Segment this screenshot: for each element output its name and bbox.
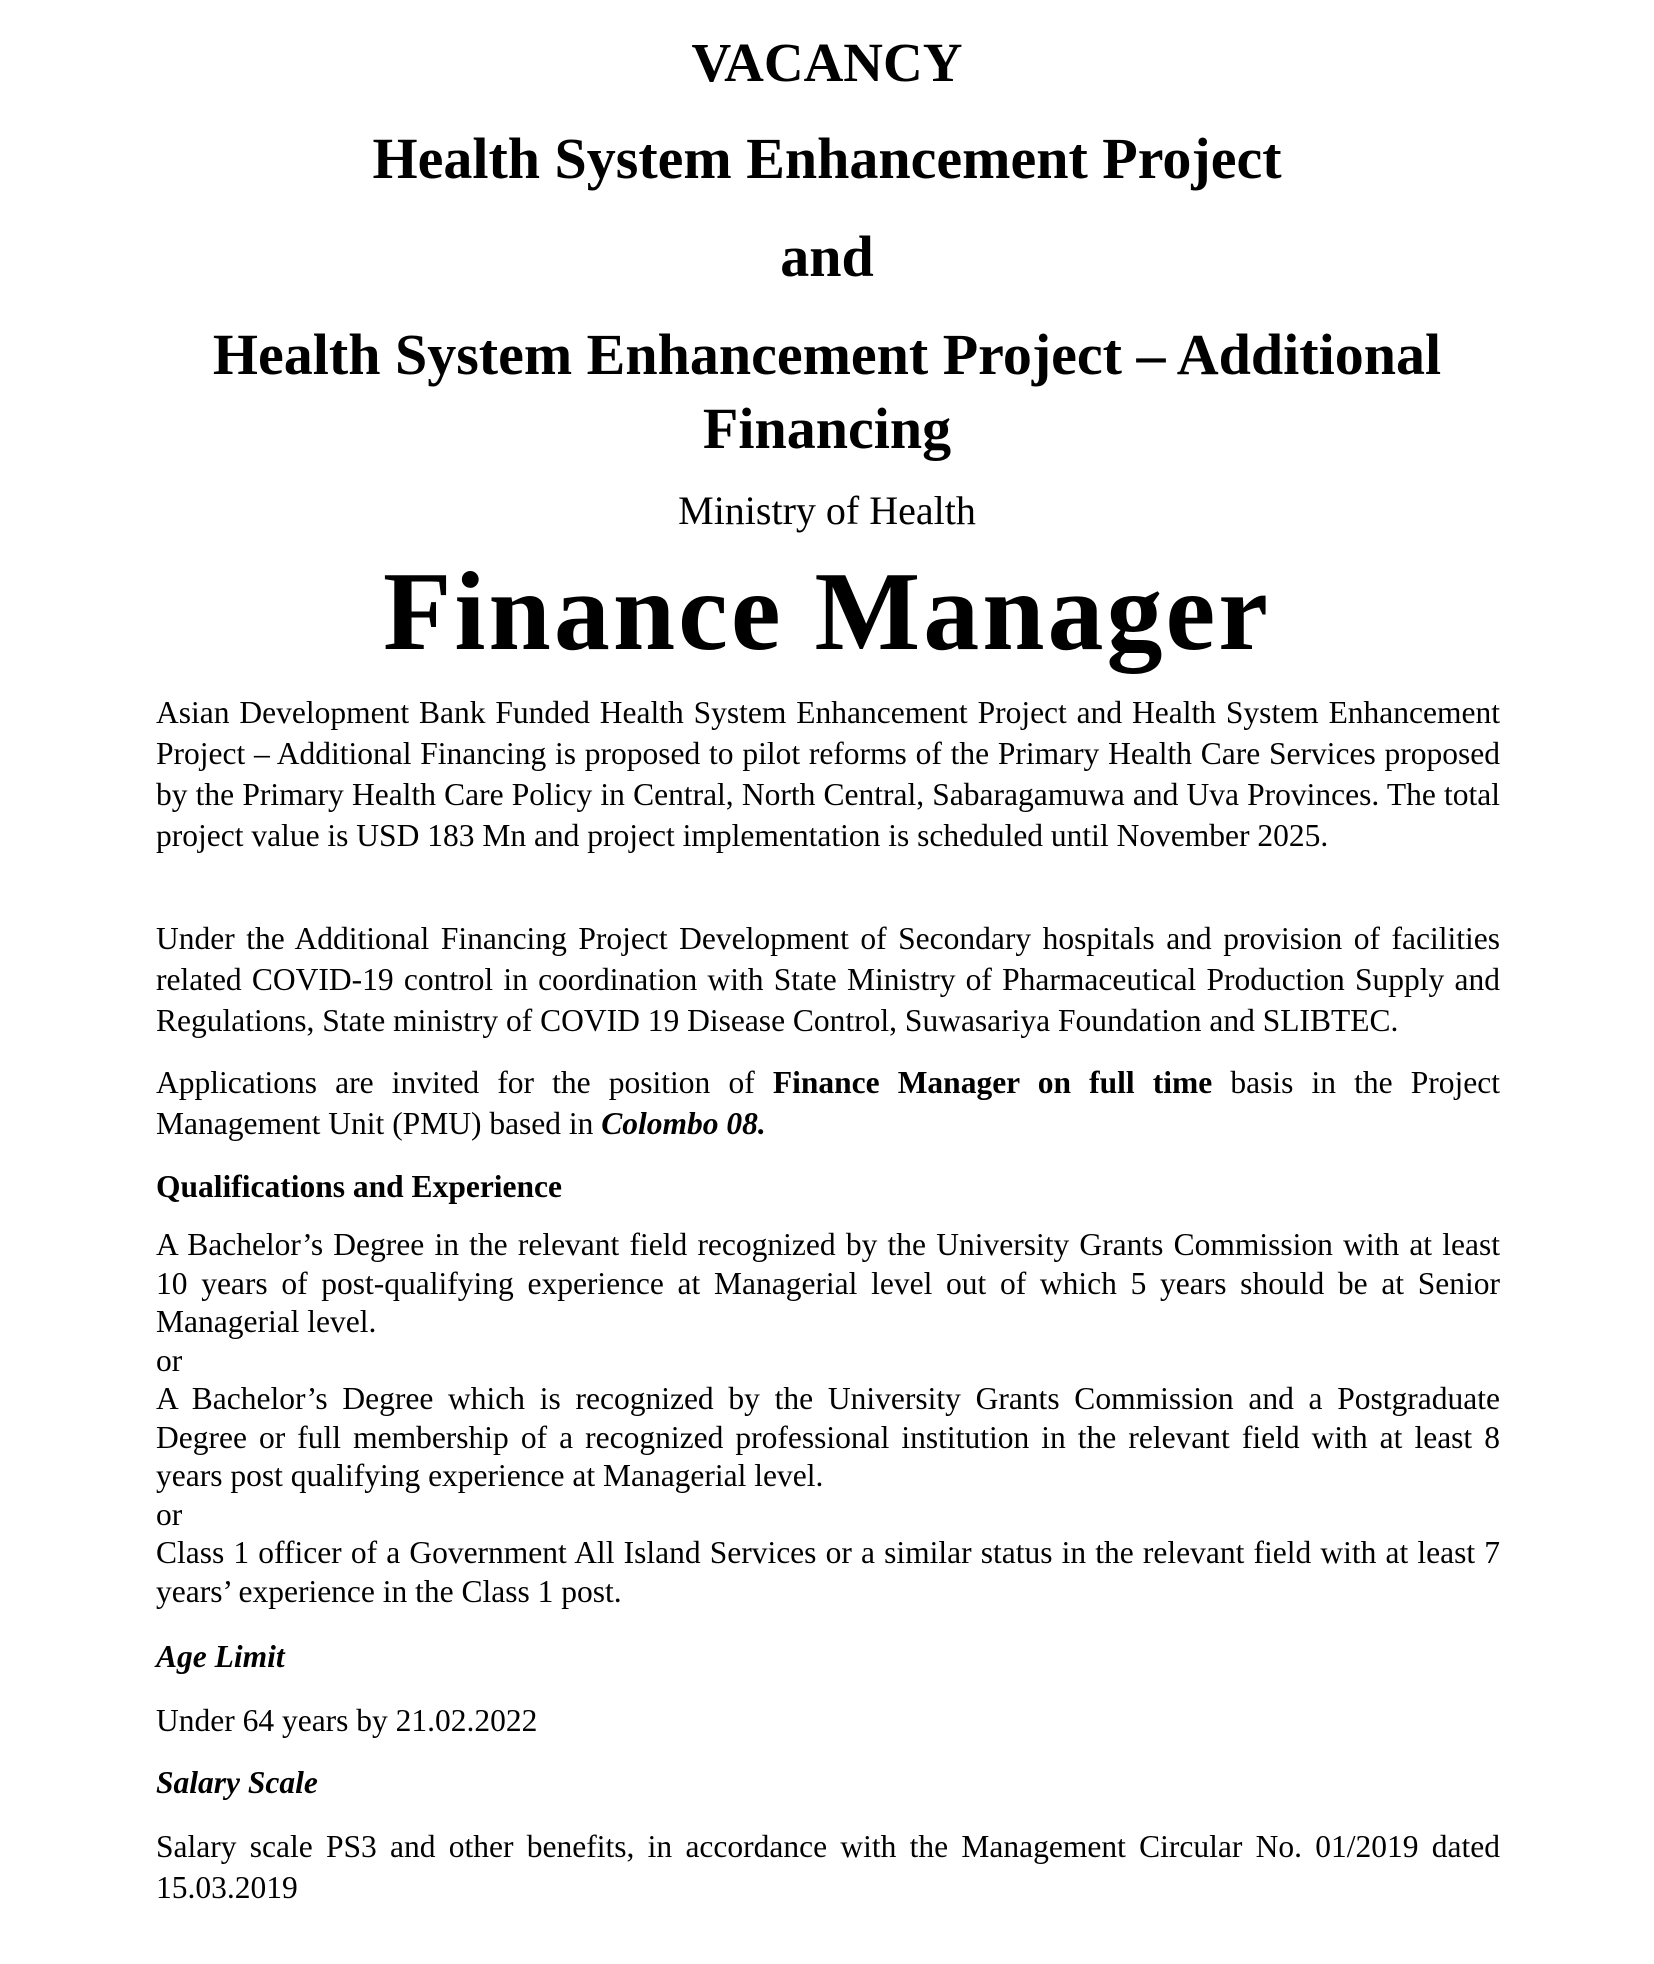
intro-paragraph-additional-financing: Under the Additional Financing Project Development of Secondary hospitals and provision of facilities related COVID-19 control in coordination with State Ministry of Pharmaceutical Production Supply and Regulations, State ministry of COVID 19 Disease Control, Suwasariya Foundation and SLIBTEC. (156, 921, 1500, 1038)
ministry-name: Ministry of Health (678, 488, 976, 533)
salary-scale-heading: Salary Scale (156, 1765, 318, 1800)
or-separator: or (156, 1496, 183, 1532)
additional-financing-title: Health System Enhancement Project – Additional Financing (212, 322, 1442, 461)
qualification-option-1: A Bachelor’s Degree in the relevant field recognized by the University Grants Commission with at least 10 years of post-qualifying experience at Managerial level out of which 5 years should be at Senior Managerial level. (156, 1227, 1500, 1339)
qualification-option-2: A Bachelor’s Degree which is recognized by the University Grants Commission and a Postgraduate Degree or full membership of a recognized professional institution in the relevant field with at least 8 years post qualifying experience at Managerial level. (156, 1381, 1500, 1493)
qualifications-body (156, 1226, 1500, 1611)
age-limit-heading: Age Limit (156, 1639, 285, 1674)
salary-scale-text: Salary scale PS3 and other benefits, in accordance with the Management Circular No. 01/2019 dated 15.03.2019 (156, 1829, 1500, 1905)
intro-paragraph-project: Asian Development Bank Funded Health System Enhancement Project and Health System Enhancement Project – Additional Financing is proposed to pilot reforms of the Primary Health Care Services proposed by the Primary Health Care Policy in Central, North Central, Sabaragamuwa and Uva Provinces. The total project value is USD 183 Mn and project implementation is scheduled until November 2025. (156, 695, 1500, 853)
location: Colombo 08. (601, 1106, 766, 1141)
project-title: Health System Enhancement Project (372, 126, 1282, 191)
vacancy-heading: VACANCY (691, 32, 963, 93)
and-connector: and (780, 224, 874, 289)
application-text-start: Applications are invited for the position of (156, 1065, 773, 1100)
age-limit-text: Under 64 years by 21.02.2022 (156, 1703, 538, 1738)
application-text-middle: basis in the Project Management Unit (PMU) based in (156, 1065, 1500, 1141)
or-separator: or (156, 1342, 183, 1378)
position-title: Finance Manager (383, 550, 1271, 674)
position-basis: Finance Manager on full time (772, 1065, 1213, 1100)
intro-paragraph-application (156, 1062, 1500, 1144)
qualifications-heading: Qualifications and Experience (156, 1169, 563, 1204)
qualification-option-3: Class 1 officer of a Government All Island Services or a similar status in the relevant field with at least 7 years’ experience in the Class 1 post. (156, 1535, 1500, 1609)
